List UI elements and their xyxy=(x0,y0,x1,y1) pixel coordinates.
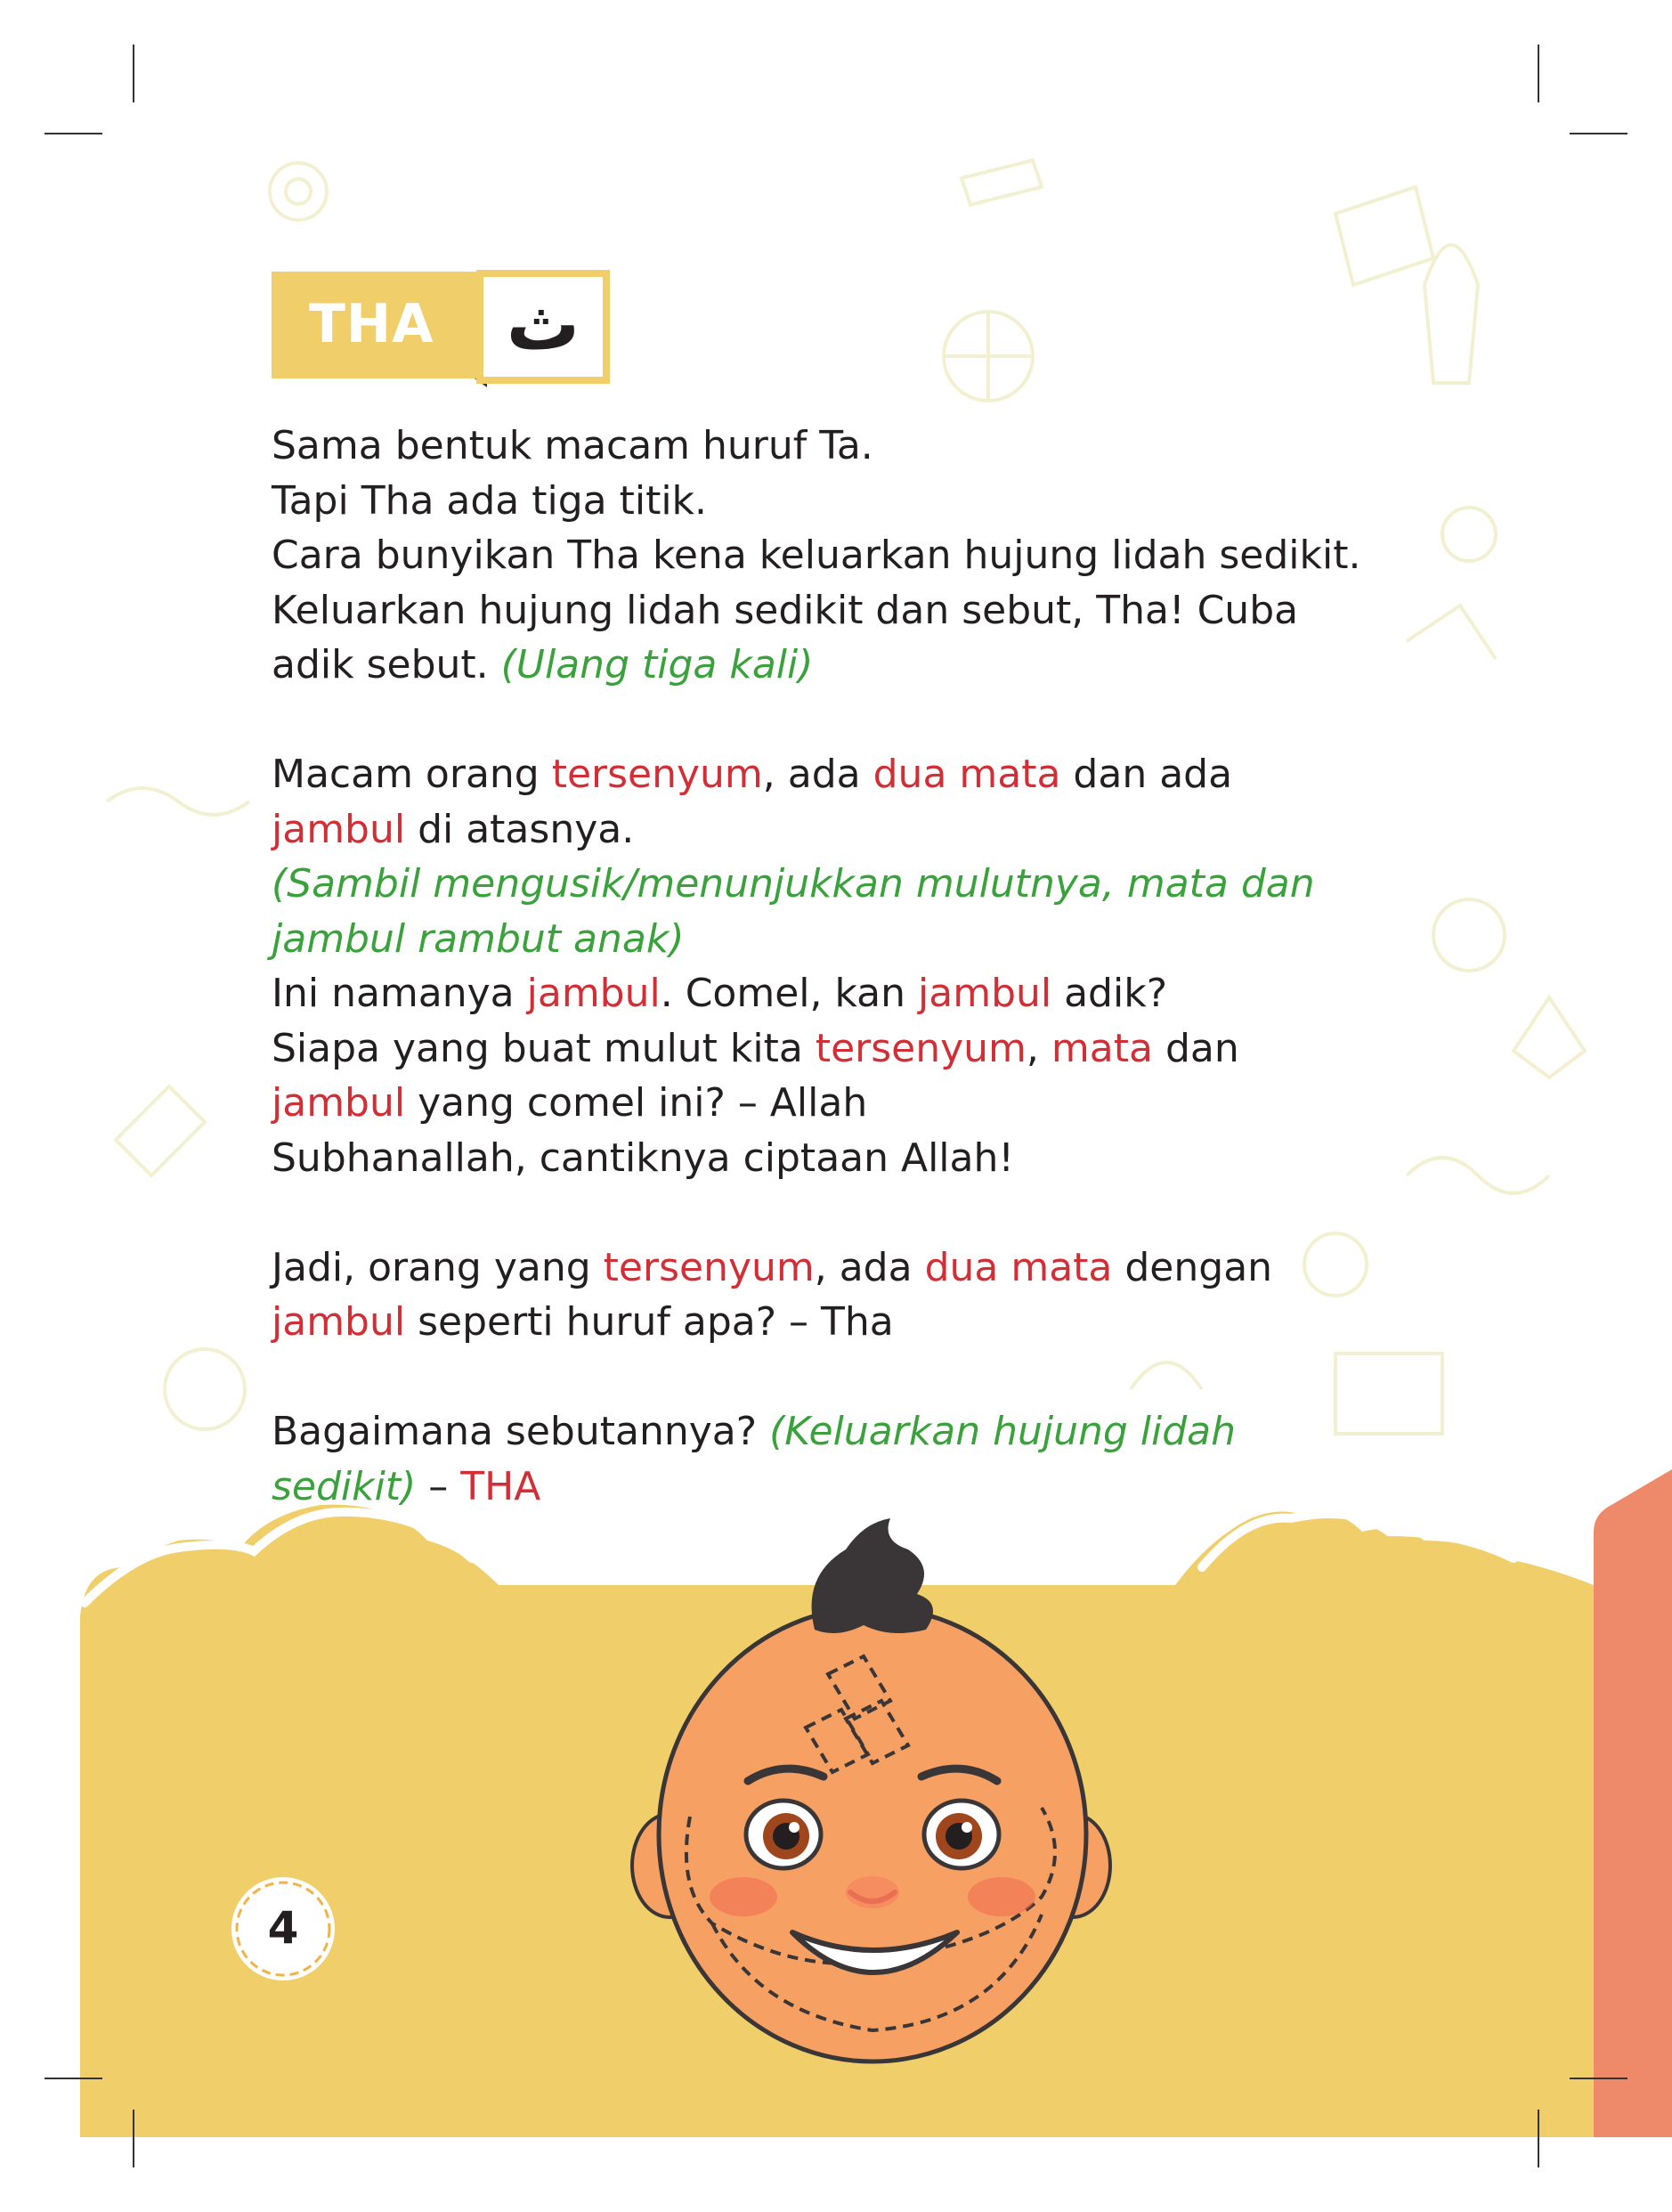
text-line: Keluarkan hujung lidah sedikit dan sebut, Tha! Cuba xyxy=(272,587,1299,633)
badge-label-box xyxy=(272,272,503,378)
letter-name-label: THA xyxy=(309,293,434,355)
text-line: Siapa yang buat mulut kita tersenyum, mata dan xyxy=(272,1025,1239,1071)
keyword-highlight: tersenyum xyxy=(815,1025,1027,1071)
text-line: adik sebut. (Ulang tiga kali) xyxy=(272,642,814,687)
hair-tuft-icon xyxy=(812,1518,933,1633)
page-number-badge xyxy=(221,1866,345,1991)
keyword-highlight: jambul xyxy=(272,806,406,852)
arabic-letter-box xyxy=(476,270,610,384)
text-line: Cara bunyikan Tha kena keluarkan hujung lidah sedikit. xyxy=(272,533,1361,578)
text-line: jambul di atasnya. xyxy=(272,806,635,852)
keyword-highlight: dua mata xyxy=(873,752,1061,797)
keyword-highlight: dua mata xyxy=(924,1244,1113,1290)
keyword-highlight: jambul xyxy=(272,1299,406,1345)
paragraph-gap xyxy=(272,1185,1456,1240)
right-eye-icon xyxy=(924,1801,999,1868)
instruction-note: sedikit) xyxy=(272,1463,417,1509)
letter-header-badge xyxy=(272,272,619,378)
instruction-note: jambul rambut anak) xyxy=(272,915,685,962)
right-cheek xyxy=(968,1877,1035,1916)
instruction-note: (Keluarkan hujung lidah xyxy=(769,1409,1236,1454)
text-line: Macam orang tersenyum, ada dua mata dan ada xyxy=(272,752,1233,797)
keyword-highlight: jambul xyxy=(526,971,661,1016)
left-eye-icon xyxy=(746,1801,821,1868)
smiling-boy-illustration xyxy=(623,1514,1122,2075)
page-number: 4 xyxy=(267,1902,299,1954)
arabic-letter: ث xyxy=(506,282,580,367)
text-line: sedikit) – THA xyxy=(272,1463,541,1509)
text-line: Jadi, orang yang tersenyum, ada dua mata dengan xyxy=(272,1244,1273,1290)
keyword-highlight: jambul xyxy=(272,1080,406,1126)
keyword-highlight: tersenyum xyxy=(603,1244,815,1290)
keyword-highlight: THA xyxy=(460,1463,541,1509)
text-line: Tapi Tha ada tiga titik. xyxy=(272,477,708,524)
text-line: jambul yang comel ini? – Allah xyxy=(272,1080,868,1126)
paragraph-gap xyxy=(272,693,1456,748)
text-line: Sama bentuk macam huruf Ta. xyxy=(272,423,873,468)
text-line: jambul seperti huruf apa? – Tha xyxy=(272,1299,894,1345)
text-line: Subhanallah, cantiknya ciptaan Allah! xyxy=(272,1134,1015,1181)
left-cheek xyxy=(710,1877,777,1916)
text-line: Ini namanya jambul. Comel, kan jambul adik? xyxy=(272,971,1168,1016)
keyword-highlight: jambul xyxy=(918,971,1052,1016)
lesson-text xyxy=(272,419,1456,1514)
instruction-note: (Ulang tiga kali) xyxy=(500,642,814,687)
paragraph-gap xyxy=(272,1350,1456,1405)
side-tab xyxy=(1594,1469,1672,2137)
keyword-highlight: tersenyum xyxy=(551,752,763,797)
instruction-note: (Sambil mengusik/menunjukkan mulutnya, mata dan xyxy=(272,861,1315,907)
text-line: Bagaimana sebutannya? (Keluarkan hujung lidah xyxy=(272,1409,1236,1454)
head-shape xyxy=(659,1607,1086,2062)
keyword-highlight: mata xyxy=(1051,1025,1153,1071)
